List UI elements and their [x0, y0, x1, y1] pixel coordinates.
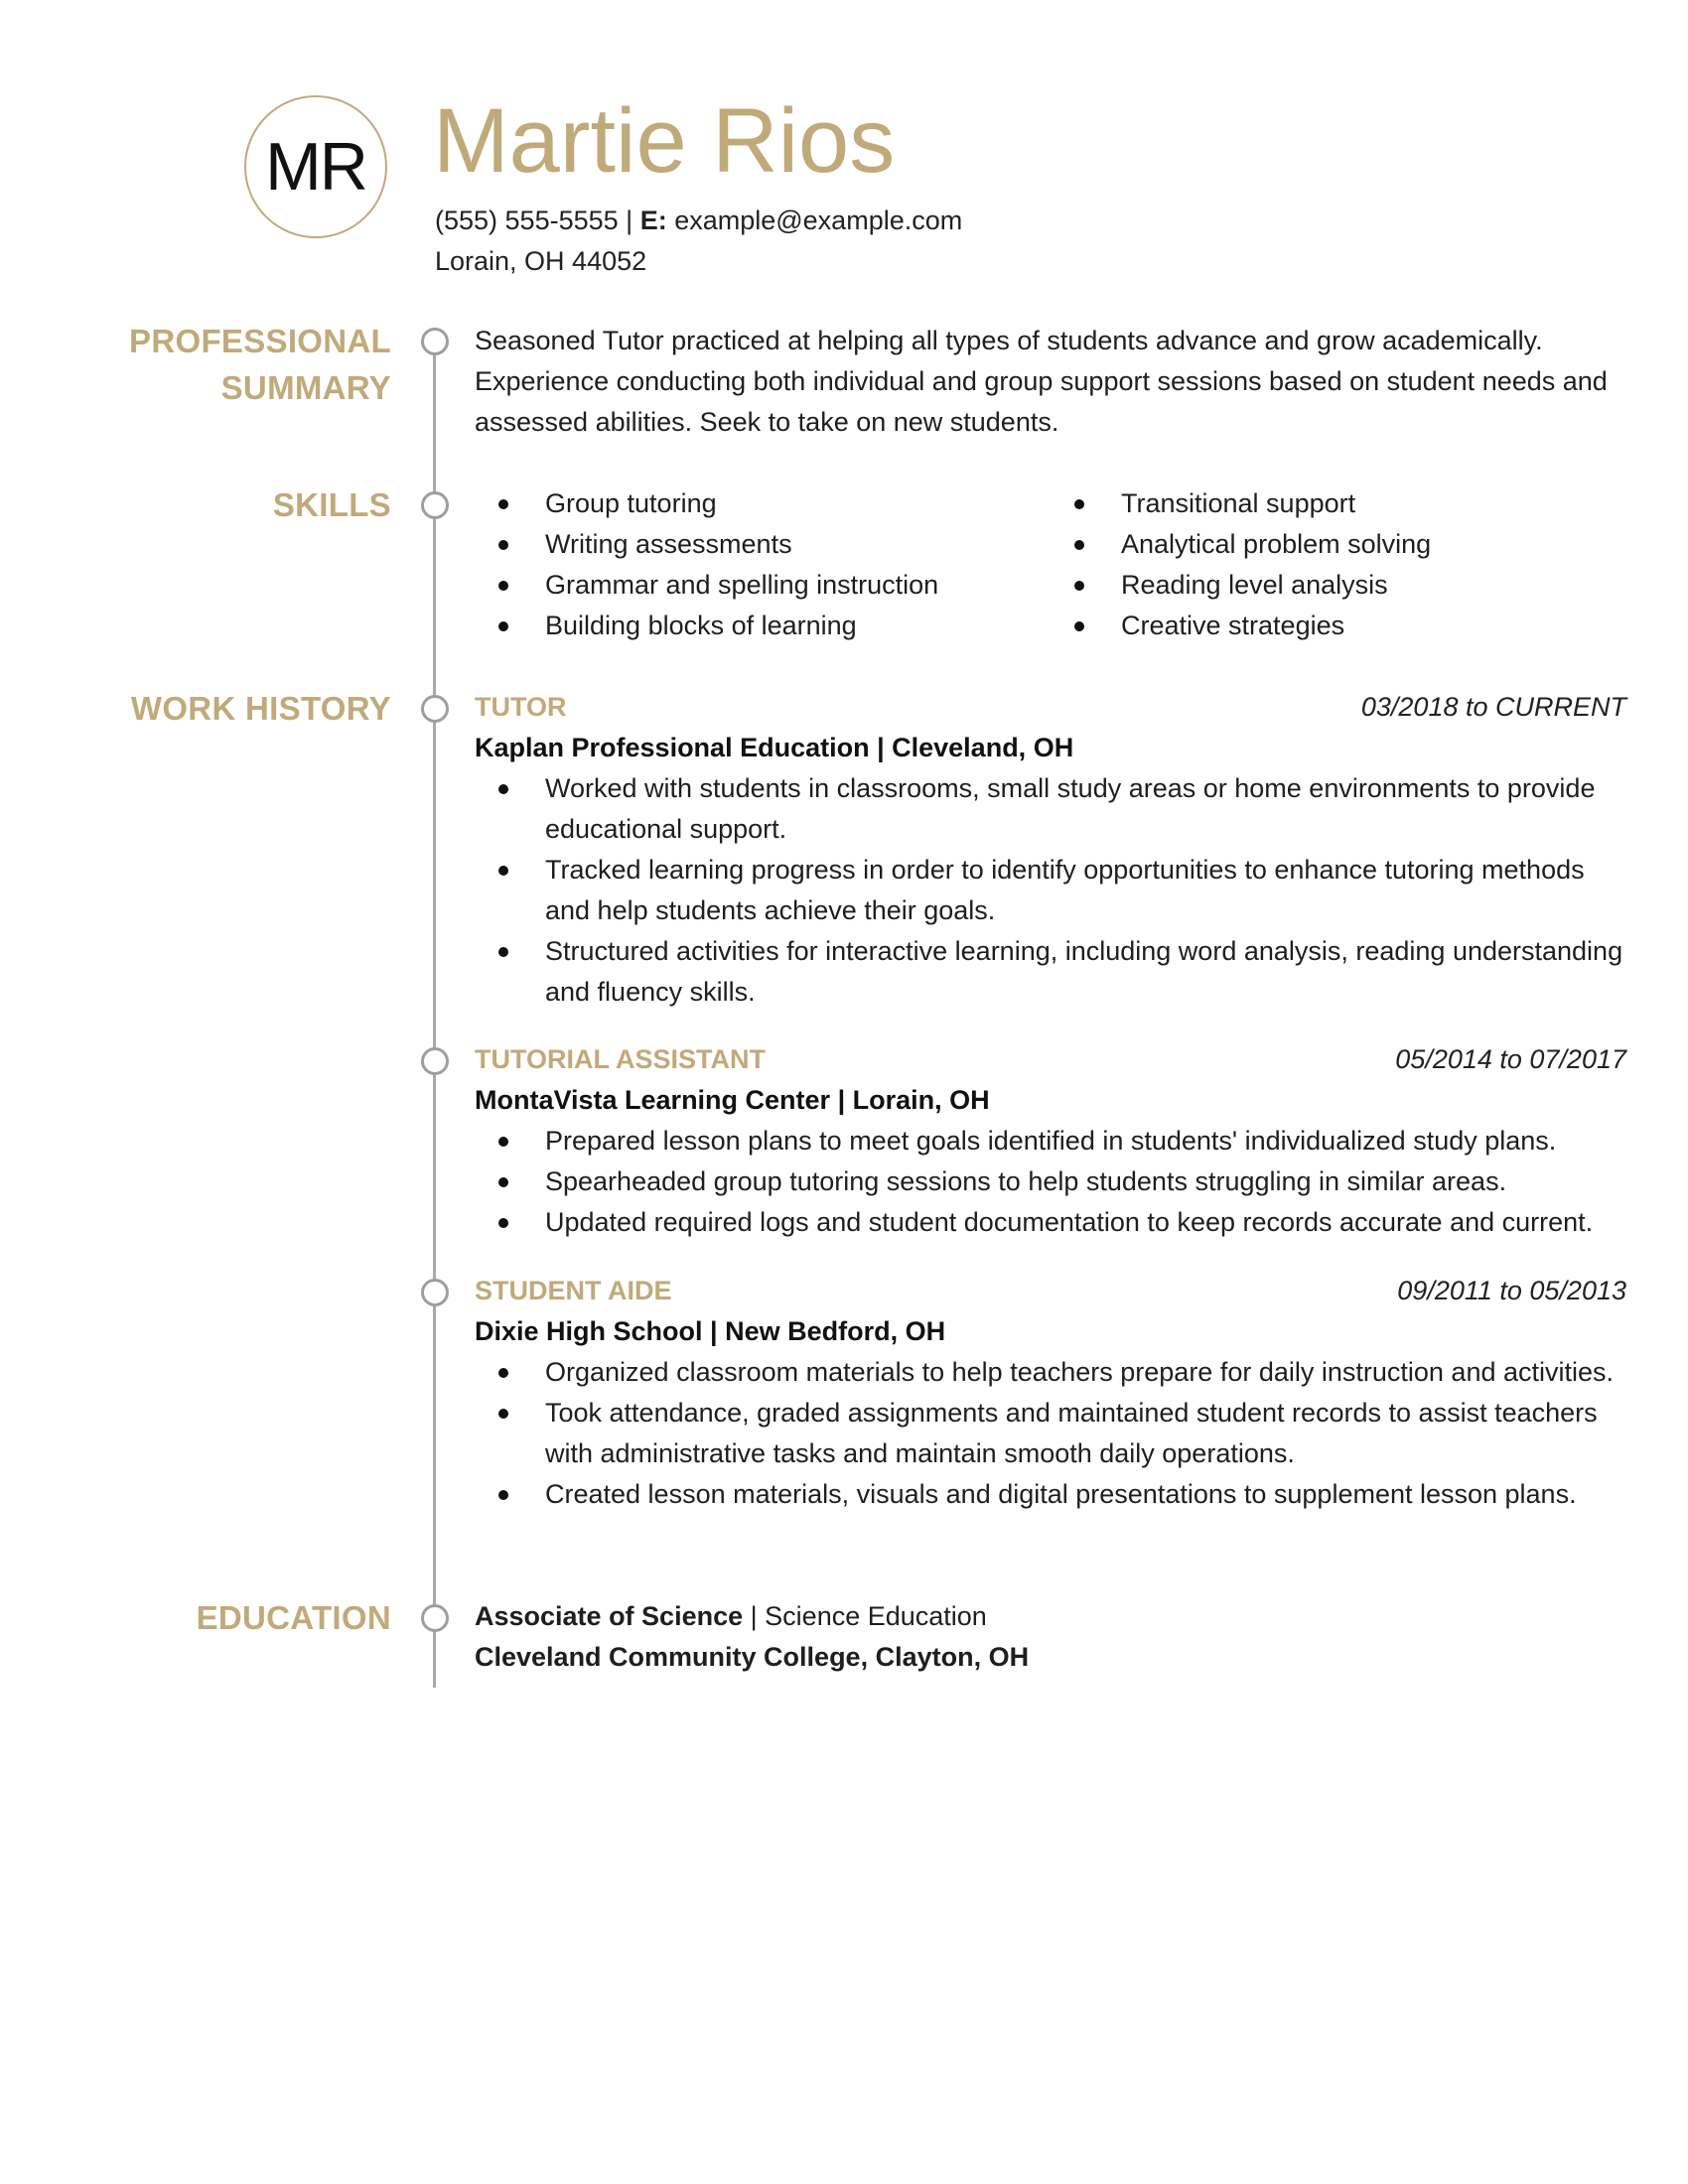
- skill-item: Writing assessments: [475, 524, 1051, 565]
- job-bullet: Prepared lesson plans to meet goals identified in students' individualized study plans.: [475, 1121, 1626, 1161]
- job-bullet: Structured activities for interactive learning, including word analysis, reading understanding and fluency skills.: [475, 931, 1626, 1013]
- school: Cleveland Community College, Clayton, OH: [475, 1642, 1030, 1672]
- timeline-dot: [421, 1604, 449, 1632]
- job-bullets: [475, 1121, 1626, 1243]
- section-title-work-history: WORK HISTORY: [130, 690, 391, 727]
- monogram-badge: [244, 95, 387, 238]
- job-dates: 05/2014 to 07/2017: [1395, 1044, 1626, 1074]
- skill-item: Reading level analysis: [1051, 565, 1626, 606]
- timeline-dot: [421, 328, 449, 355]
- job-bullet: Created lesson materials, visuals and digital presentations to supplement lesson plans.: [475, 1474, 1626, 1515]
- timeline-line: [433, 341, 436, 1688]
- summary-text: Seasoned Tutor practiced at helping all types of students advance and grow academically. Experience conducting both individual and group support sessions based on student needs and assessed abilities. Seek to take on new students.: [475, 326, 1608, 437]
- address: Lorain, OH 44052: [435, 246, 647, 276]
- education-separator: |: [750, 1601, 758, 1631]
- job-company: Kaplan Professional Education | Cleveland, OH: [475, 733, 1074, 762]
- timeline-dot: [421, 1279, 449, 1306]
- job-title: TUTOR: [475, 692, 567, 722]
- degree: Associate of Science: [475, 1601, 744, 1631]
- job-entry: [475, 687, 1626, 1013]
- job-company: Dixie High School | New Bedford, OH: [475, 1316, 946, 1346]
- skill-item: Group tutoring: [475, 483, 1051, 524]
- skills-list: [475, 483, 1626, 646]
- candidate-name: Martie Rios: [433, 90, 896, 192]
- field-of-study: Science Education: [765, 1601, 987, 1631]
- job-bullet: Updated required logs and student documentation to keep records accurate and current.: [475, 1202, 1626, 1243]
- skill-item: Creative strategies: [1051, 606, 1626, 646]
- skill-item: Grammar and spelling instruction: [475, 565, 1051, 606]
- job-dates: 09/2011 to 05/2013: [1397, 1276, 1626, 1305]
- email: example@example.com: [674, 205, 963, 235]
- job-entry: [475, 1039, 1626, 1243]
- section-title-education: EDUCATION: [196, 1599, 391, 1636]
- skill-item: Building blocks of learning: [475, 606, 1051, 646]
- timeline-dot: [421, 1047, 449, 1075]
- job-entry: [475, 1271, 1626, 1515]
- job-bullets: [475, 1352, 1626, 1515]
- section-title-summary: PROFESSIONAL SUMMARY: [129, 323, 391, 406]
- job-bullets: [475, 768, 1626, 1013]
- job-bullet: Tracked learning progress in order to identify opportunities to enhance tutoring methods and help students achieve their goals.: [475, 850, 1626, 931]
- job-company: MontaVista Learning Center | Lorain, OH: [475, 1085, 990, 1115]
- phone: (555) 555-5555: [435, 205, 619, 235]
- contact-block: [435, 201, 962, 282]
- job-bullet: Organized classroom materials to help teachers prepare for daily instruction and activities.: [475, 1352, 1626, 1393]
- job-bullet: Worked with students in classrooms, small study areas or home environments to provide educational support.: [475, 768, 1626, 850]
- section-title-skills: SKILLS: [272, 486, 391, 523]
- job-bullet: Took attendance, graded assignments and maintained student records to assist teachers with administrative tasks and maintain smooth daily operations.: [475, 1393, 1626, 1474]
- job-title: STUDENT AIDE: [475, 1276, 672, 1305]
- skills-column-right: [1051, 483, 1626, 646]
- contact-separator: |: [626, 205, 633, 235]
- email-label: E:: [639, 205, 667, 235]
- job-bullet: Spearheaded group tutoring sessions to help students struggling in similar areas.: [475, 1161, 1626, 1202]
- timeline-dot: [421, 695, 449, 723]
- job-title: TUTORIAL ASSISTANT: [475, 1044, 767, 1074]
- skill-item: Analytical problem solving: [1051, 524, 1626, 565]
- education-entry: [475, 1596, 1029, 1678]
- skill-item: Transitional support: [1051, 483, 1626, 524]
- initials: MR: [265, 129, 366, 205]
- skills-column-left: [475, 483, 1051, 646]
- job-dates: 03/2018 to CURRENT: [1360, 692, 1626, 722]
- timeline-dot: [421, 491, 449, 519]
